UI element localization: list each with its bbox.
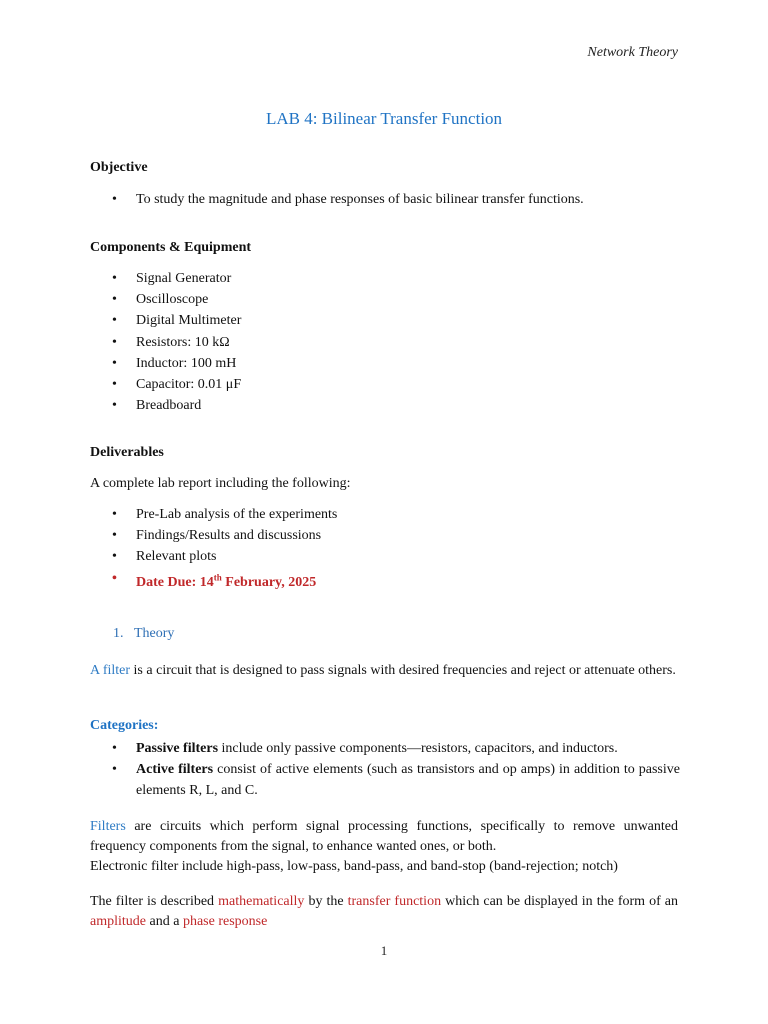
list-item: • Passive filters include only passive components—resistors, capacitors, and inductors. [90, 738, 680, 759]
bullet-icon: • [112, 762, 117, 778]
list-item: • Active filters consist of active elements (such as transistors and op amps) in addition to passive elements R, L, and C. [90, 759, 680, 801]
filters-paragraph: Filters are circuits which perform signal processing functions, specifically to remove unwanted frequency components from the signal, to enhance wanted ones, or both. Electronic filter include high-pass, low-pass, band-pass, and band-stop (band-rejection; notch) [90, 819, 678, 874]
theory-heading: 1. Theory [113, 626, 175, 641]
bullet-icon: • [112, 741, 117, 756]
transfer-function-paragraph: The filter is described mathematically by the transfer function which can be displayed in the form of an amplitude and a phase response [90, 894, 679, 929]
deliverables-list [90, 504, 680, 593]
bullet-icon: • [112, 377, 117, 393]
filter-definition: A filter is a circuit that is designed to pass signals with desired frequencies and reject or attenuate others. [90, 663, 676, 678]
bullet-icon: • [112, 313, 117, 329]
list-item: • Signal Generator [90, 268, 680, 289]
bullet-icon: • [112, 570, 117, 586]
bullet-icon: • [112, 292, 117, 308]
list-item: • To study the magnitude and phase responses of basic bilinear transfer functions. [90, 189, 680, 210]
due-date: Date Due: 14th February, 2025 [136, 572, 317, 591]
list-item: • Pre-Lab analysis of the experiments [90, 504, 680, 525]
list-item: • Breadboard [90, 395, 680, 416]
list-item: • Resistors: 10 kΩ [90, 332, 680, 353]
objective-list [90, 189, 680, 210]
categories-list [90, 738, 680, 802]
list-item: • Oscilloscope [90, 289, 680, 310]
due-date-item [90, 568, 680, 594]
categories-heading: Categories: [90, 718, 159, 733]
bullet-icon: • [112, 192, 117, 207]
components-heading: Components & Equipment [90, 240, 252, 255]
deliverables-intro: A complete lab report including the following: [90, 476, 351, 491]
list-item: • Relevant plots [90, 546, 680, 567]
bullet-icon: • [112, 355, 117, 371]
bullet-icon: • [112, 334, 117, 350]
filter-term: A filter [90, 663, 131, 678]
deliverables-heading: Deliverables [90, 445, 164, 460]
bullet-icon: • [112, 271, 117, 286]
filters-term: Filters [90, 819, 126, 834]
running-header: Network Theory [587, 45, 678, 60]
bullet-icon: • [112, 528, 117, 544]
bullet-icon: • [112, 549, 117, 565]
list-item: • Digital Multimeter [90, 310, 680, 331]
bullet-icon: • [112, 507, 117, 522]
lab-title: LAB 4: Bilinear Transfer Function [265, 109, 503, 128]
list-item: • Inductor: 100 mH [90, 353, 680, 374]
list-item: • Findings/Results and discussions [90, 525, 680, 546]
bullet-icon: • [112, 398, 117, 414]
objective-heading: Objective [90, 160, 148, 175]
list-item: • Capacitor: 0.01 μF [90, 374, 680, 395]
components-list [90, 268, 680, 416]
page-number: 1 [380, 943, 388, 958]
